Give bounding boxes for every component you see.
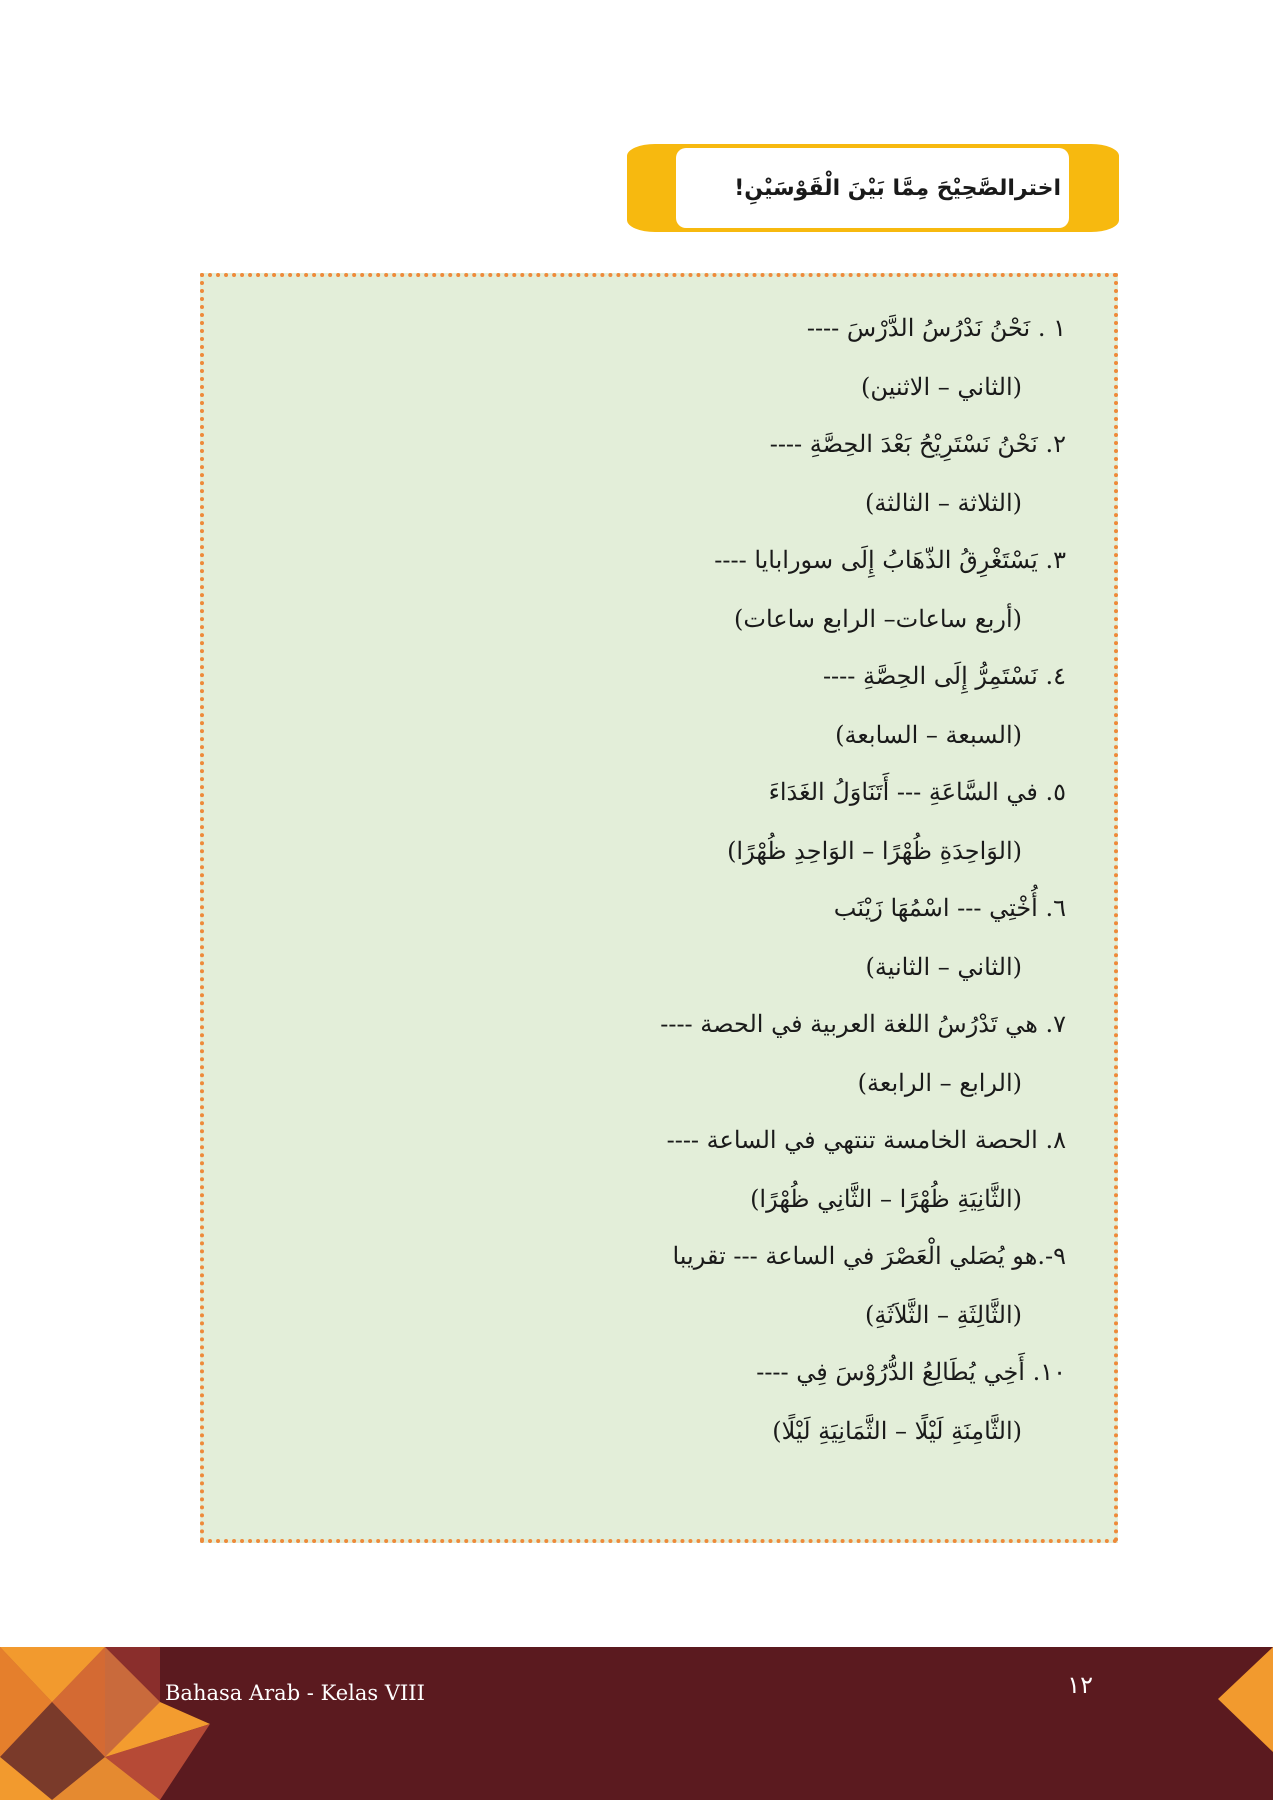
question-text: ٦. أُخْتِي --- اسْمُهَا زَيْنَب <box>833 894 1066 922</box>
book-title: Bahasa Arab - Kelas VIII <box>165 1681 425 1705</box>
exercise-box <box>200 273 1118 1543</box>
question-item <box>306 416 1066 532</box>
question-item <box>306 1112 1066 1228</box>
question-text: ٨. الحصة الخامسة تنتهي في الساعة ---- <box>666 1126 1066 1154</box>
question-item <box>306 764 1066 880</box>
question-choices: (الثَّالِثَةِ – الثَّلاَثَةِ) <box>864 1301 1022 1329</box>
question-choices: (الثلاثة – الثالثة) <box>864 489 1022 517</box>
question-item <box>306 1344 1066 1460</box>
footer-triangle-pattern <box>0 1647 1273 1800</box>
question-item <box>306 300 1066 416</box>
question-choices: (الثاني – الاثنين) <box>861 373 1022 401</box>
footer-triangle-shape <box>1218 1647 1273 1752</box>
question-item <box>306 1228 1066 1344</box>
page-number: ١٢ <box>1067 1671 1093 1699</box>
instruction-banner-inner <box>676 148 1069 228</box>
instruction-banner <box>627 144 1119 232</box>
question-item <box>306 648 1066 764</box>
question-text: ٣. يَسْتَغْرِقُ الذّهَابُ إِلَى سورابايا ---- <box>714 546 1066 574</box>
page-footer <box>0 1647 1273 1800</box>
question-text: ٧. هي تَدْرُسُ اللغة العربية في الحصة ---- <box>660 1010 1066 1038</box>
question-item <box>306 996 1066 1112</box>
question-choices: (الثَّامِنَةِ لَيْلًا – الثَّمَانِيَةِ لَيْلًا) <box>772 1417 1022 1445</box>
question-text: ٥. في السَّاعَةِ --- أَتَنَاوَلُ الغَدَاءَ <box>768 778 1066 806</box>
question-text: ٢. نَحْنُ نَسْتَرِيْحُ بَعْدَ الحِصَّةِ ---- <box>769 430 1066 458</box>
question-choices: (السبعة – السابعة) <box>835 721 1022 749</box>
question-choices: (الوَاحِدَةِ ظُهْرًا – الوَاحِدِ ظُهْرًا) <box>727 837 1022 865</box>
question-text: ١ . نَحْنُ نَدْرُسُ الدَّرْسَ ---- <box>806 314 1066 342</box>
instruction-title: اخترالصَّحِيْحَ مِمَّا بَيْنَ الْقَوْسَيْنِ! <box>734 175 1061 201</box>
question-text: ٤. نَسْتَمِرُّ إِلَى الحِصَّةِ ---- <box>822 662 1066 690</box>
question-choices: (الثَّانِيَةِ ظُهْرًا – الثَّانِي ظُهْرًا) <box>750 1185 1022 1213</box>
question-text: ١٠. أَخِي يُطَالِعُ الدُّرُوْسَ فِي ---- <box>756 1358 1066 1386</box>
question-choices: (الرابع – الرابعة) <box>857 1069 1022 1097</box>
question-text: ٩-.هو يُصَلي الْعَصْرَ في الساعة --- تقريبا <box>672 1242 1066 1270</box>
question-choices: (الثاني – الثانية) <box>865 953 1022 981</box>
question-choices: (أربع ساعات– الرابع ساعات) <box>734 605 1022 633</box>
question-item <box>306 532 1066 648</box>
question-list <box>306 300 1066 1460</box>
question-item <box>306 880 1066 996</box>
